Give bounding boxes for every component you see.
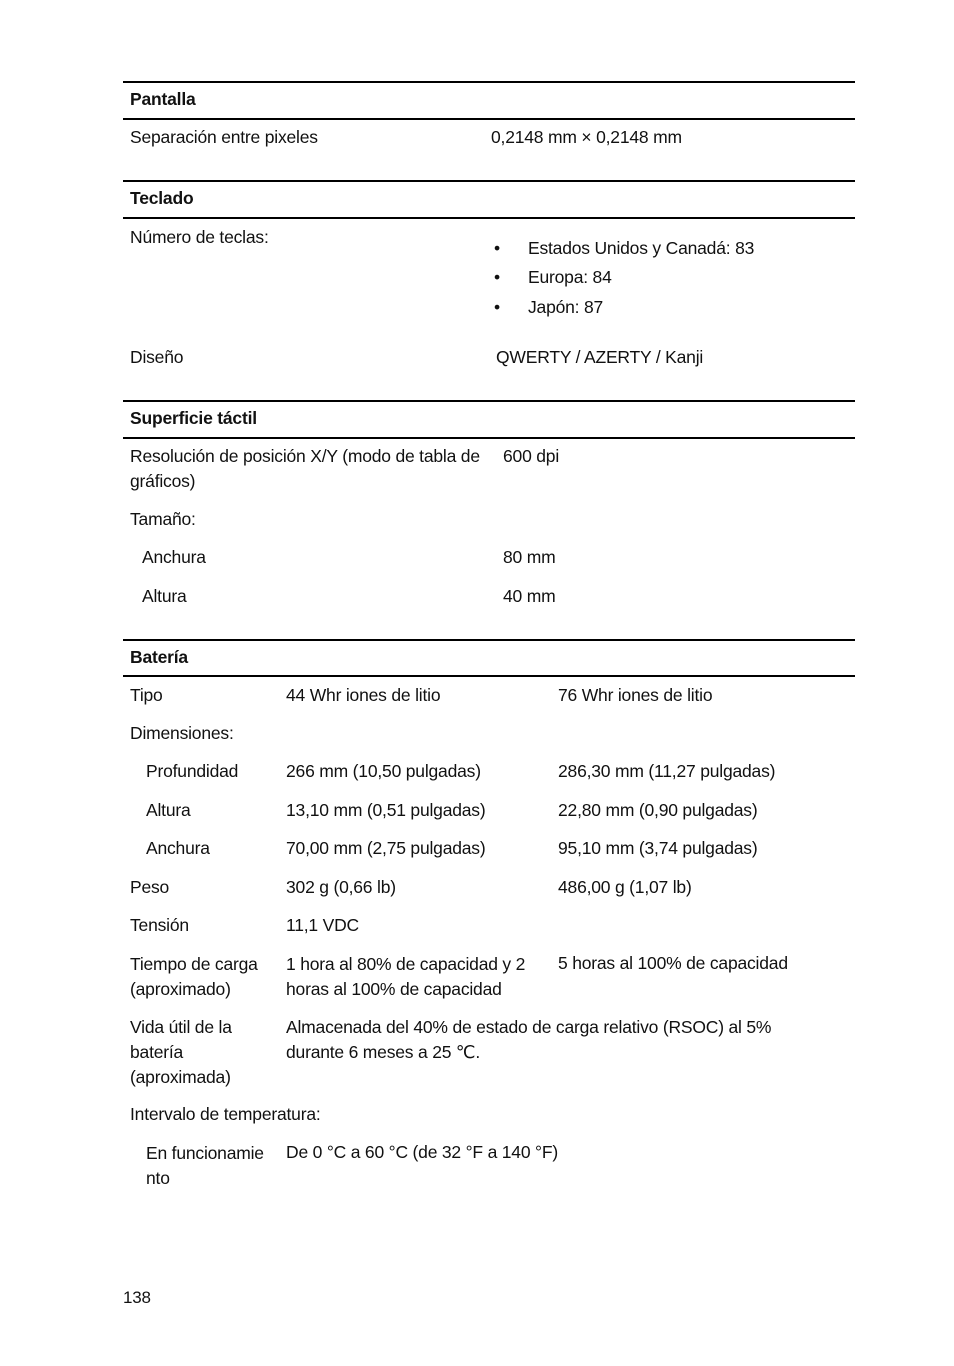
weight-44: 302 g (0,66 lb): [286, 877, 396, 897]
pixel-pitch-value: 0,2148 mm × 0,2148 mm: [491, 127, 682, 147]
bullet-icon: •: [494, 297, 500, 317]
pixel-pitch-label: Separación entre pixeles: [130, 127, 318, 147]
section-header-superficie: Superficie táctil: [130, 408, 257, 428]
touchpad-height-value: 40 mm: [503, 586, 556, 606]
battery-width-label: Anchura: [146, 838, 210, 858]
battery-type-76: 76 Whr iones de litio: [558, 685, 713, 705]
section-rule-bottom: [123, 675, 855, 677]
battery-height-label: Altura: [146, 800, 191, 820]
charge-time-44: 1 hora al 80% de capacidad y 2 horas al 100% de capacidad: [286, 954, 526, 999]
charge-time-label: Tiempo de carga (aproximado): [130, 954, 258, 999]
voltage-label: Tensión: [130, 915, 189, 935]
touchpad-width-label: Anchura: [142, 547, 206, 567]
keys-value-europe: Europa: 84: [528, 267, 612, 287]
battery-type-44: 44 Whr iones de litio: [286, 685, 441, 705]
touchpad-height-label: Altura: [142, 586, 187, 606]
battery-width-76: 95,10 mm (3,74 pulgadas): [558, 838, 758, 858]
section-header-pantalla: Pantalla: [130, 89, 196, 109]
page-number: 138: [123, 1288, 151, 1307]
weight-76: 486,00 g (1,07 lb): [558, 877, 692, 897]
battery-life-label: Vida útil de la batería (aproximada): [130, 1017, 232, 1087]
section-rule-top: [123, 180, 855, 182]
charge-time-76: 5 horas al 100% de capacidad: [558, 953, 788, 973]
bullet-icon: •: [494, 238, 500, 258]
section-rule-top: [123, 639, 855, 641]
resolution-value: 600 dpi: [503, 446, 560, 466]
size-label: Tamaño:: [130, 509, 196, 529]
operating-value: De 0 °C a 60 °C (de 32 °F a 140 °F): [286, 1142, 558, 1162]
depth-44: 266 mm (10,50 pulgadas): [286, 761, 481, 781]
layout-label: Diseño: [130, 347, 184, 367]
section-rule-top: [123, 81, 855, 83]
touchpad-width-value: 80 mm: [503, 547, 556, 567]
operating-label: En funcionamiento: [146, 1143, 264, 1188]
section-rule-bottom: [123, 217, 855, 219]
battery-height-44: 13,10 mm (0,51 pulgadas): [286, 800, 486, 820]
section-rule-top: [123, 400, 855, 402]
voltage-value: 11,1 VDC: [286, 915, 359, 935]
bullet-icon: •: [494, 267, 500, 287]
temperature-range-label: Intervalo de temperatura:: [130, 1104, 321, 1124]
battery-life-value: Almacenada del 40% de estado de carga relativo (RSOC) al 5% durante 6 meses a 25 ℃.: [286, 1017, 772, 1062]
weight-label: Peso: [130, 877, 170, 897]
keys-value-japan: Japón: 87: [528, 297, 604, 317]
dimensions-label: Dimensiones:: [130, 723, 234, 743]
depth-76: 286,30 mm (11,27 pulgadas): [558, 761, 776, 781]
section-rule-bottom: [123, 437, 855, 439]
section-header-bateria: Batería: [130, 647, 188, 667]
battery-height-76: 22,80 mm (0,90 pulgadas): [558, 800, 758, 820]
section-rule-bottom: [123, 118, 855, 120]
battery-width-44: 70,00 mm (2,75 pulgadas): [286, 838, 486, 858]
keys-label: Número de teclas:: [130, 227, 269, 247]
battery-type-label: Tipo: [130, 685, 163, 705]
resolution-label: Resolución de posición X/Y (modo de tabla de gráficos): [130, 446, 480, 491]
section-header-teclado: Teclado: [130, 188, 194, 208]
depth-label: Profundidad: [146, 761, 239, 781]
layout-value: QWERTY / AZERTY / Kanji: [496, 347, 704, 367]
keys-value-us: Estados Unidos y Canadá: 83: [528, 238, 755, 258]
